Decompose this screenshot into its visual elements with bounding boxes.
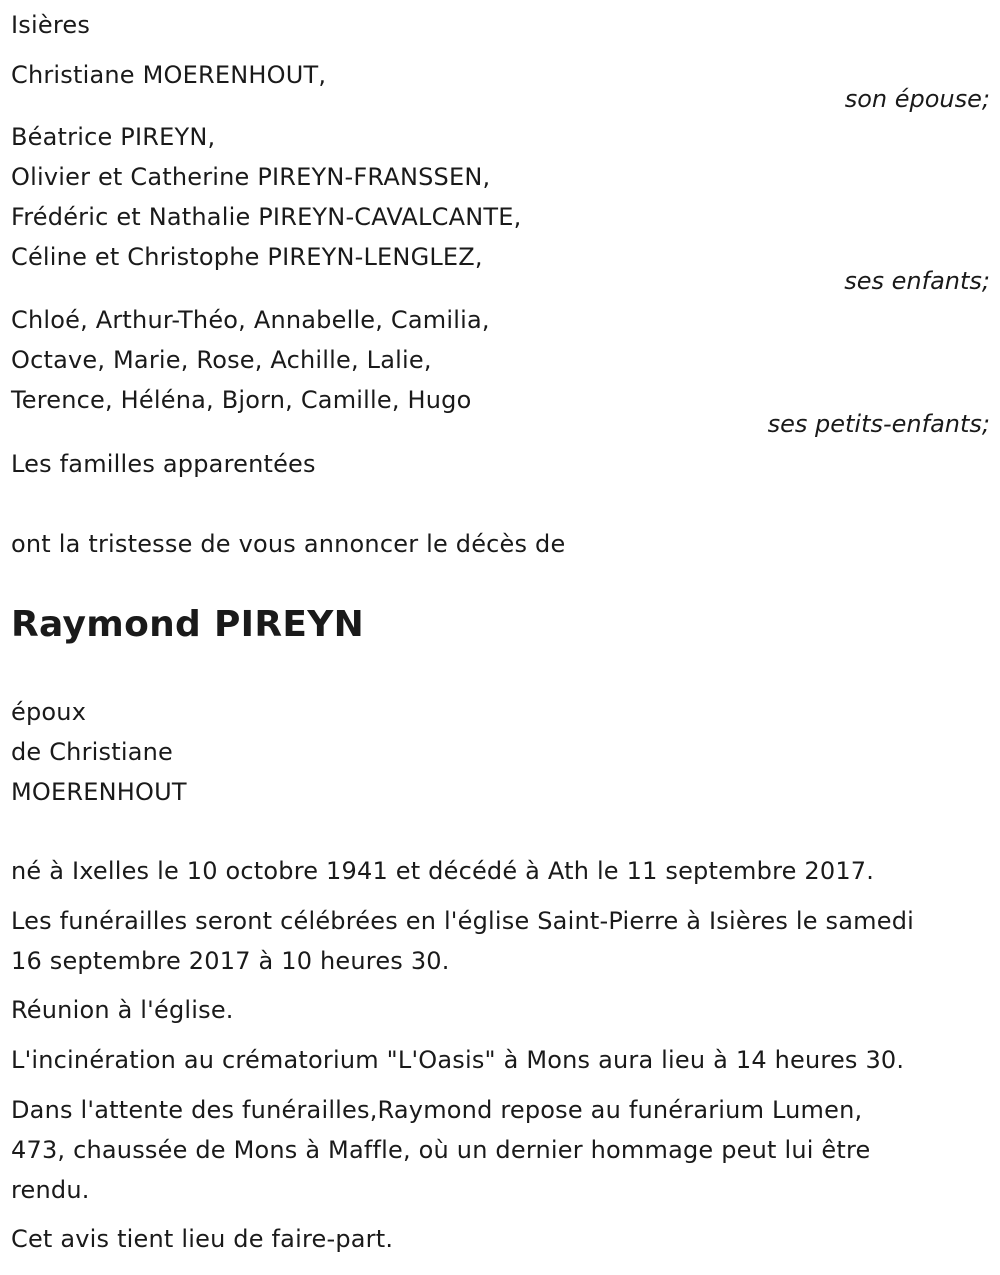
grandchildren-role: ses petits-enfants; [767,410,990,438]
rest-line-2: 473, chaussée de Mons à Maffle, où un dernier hommage peut lui être [11,1136,871,1164]
child-line-4: Céline et Christophe PIREYN-LENGLEZ, [11,243,483,271]
notice: Cet avis tient lieu de faire-part. [11,1225,394,1253]
relation-line-1: époux [11,698,87,726]
relation-line-2: de Christiane [11,738,173,766]
spouse-name: Christiane MOERENHOUT, [11,61,327,89]
location: Isières [11,11,91,39]
funeral-line-1: Les funérailles seront célébrées en l'église Saint-Pierre à Isières le samedi [11,907,915,935]
birth-death: né à Ixelles le 10 octobre 1941 et décédé à Ath le 11 septembre 2017. [11,857,875,885]
rest-line-1: Dans l'attente des funérailles,Raymond repose au funérarium Lumen, [11,1096,863,1124]
spouse-role: son épouse; [844,85,990,113]
children-role: ses enfants; [844,267,990,295]
grandchildren-line-1: Chloé, Arthur-Théo, Annabelle, Camilia, [11,306,490,334]
relation-line-3: MOERENHOUT [11,778,187,806]
grandchildren-line-3: Terence, Héléna, Bjorn, Camille, Hugo [11,386,472,414]
announcement: ont la tristesse de vous annoncer le décès de [11,530,566,558]
rest-line-3: rendu. [11,1176,90,1204]
child-line-2: Olivier et Catherine PIREYN-FRANSSEN, [11,163,491,191]
child-line-3: Frédéric et Nathalie PIREYN-CAVALCANTE, [11,203,522,231]
related-families: Les familles apparentées [11,450,316,478]
child-line-1: Béatrice PIREYN, [11,123,216,151]
funeral-line-2: 16 septembre 2017 à 10 heures 30. [11,947,450,975]
deceased-name: Raymond PIREYN [11,604,365,645]
grandchildren-line-2: Octave, Marie, Rose, Achille, Lalie, [11,346,432,374]
meeting: Réunion à l'église. [11,996,234,1024]
incineration: L'incinération au crématorium "L'Oasis" à Mons aura lieu à 14 heures 30. [11,1046,905,1074]
